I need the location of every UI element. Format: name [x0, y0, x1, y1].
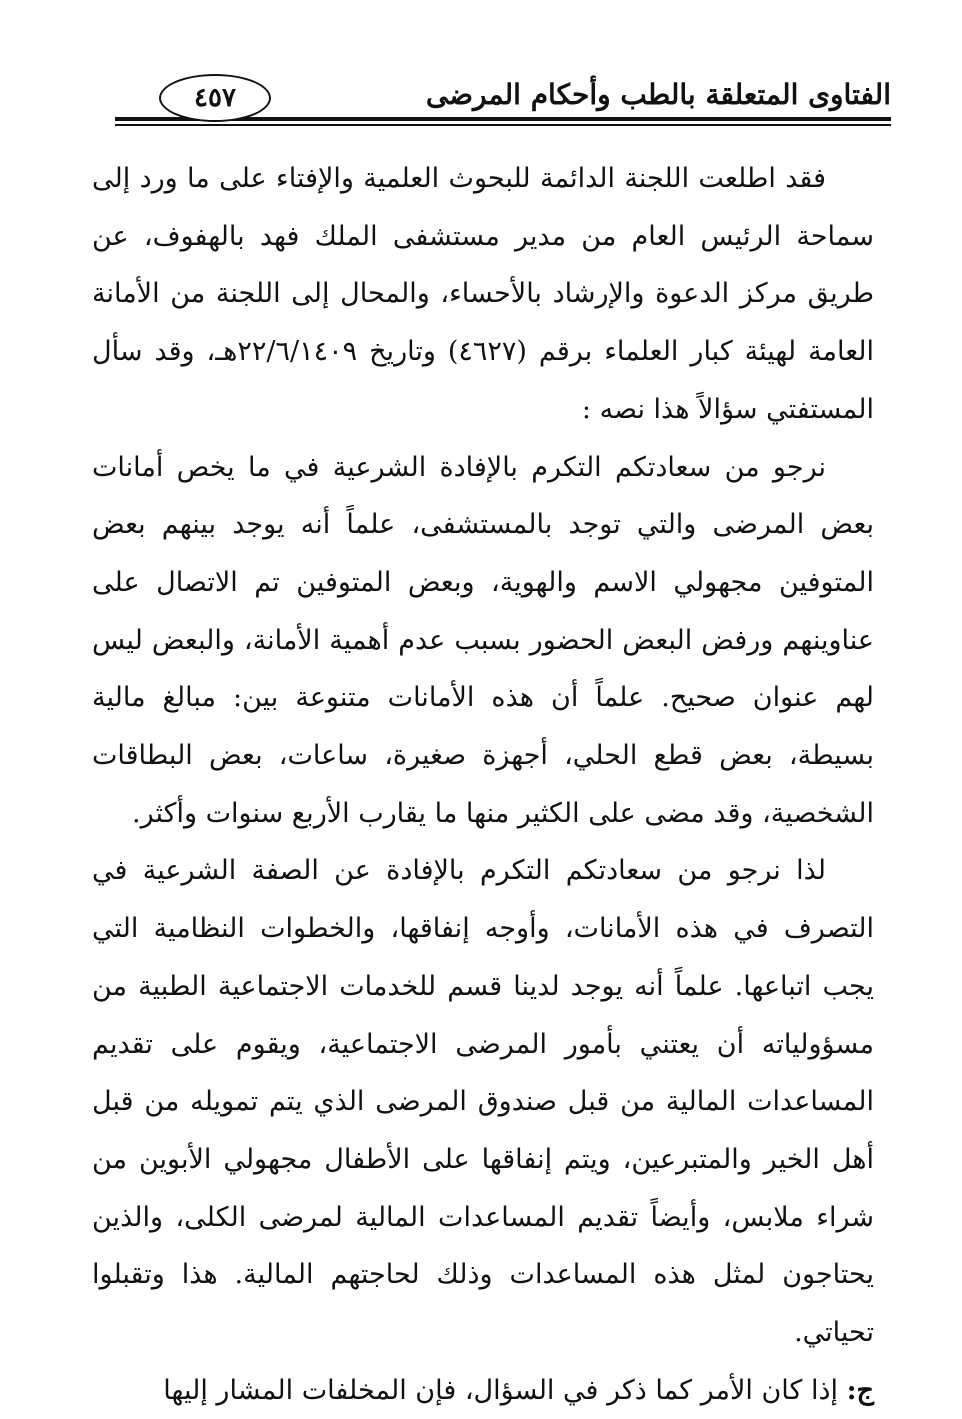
answer-paragraph [92, 1362, 874, 1419]
answer-text: إذا كان الأمر كما ذكر في السؤال، فإن المخلفات المشار إليها [163, 1374, 838, 1406]
intro-paragraph: فقد اطلعت اللجنة الدائمة للبحوث العلمية والإفتاء على ما ورد إلى سماحة الرئيس العام من مدير مستشفى الملك فهد بالهفوف، عن طريق مركز الدعوة والإرشاد بالأحساء، والمحال إلى اللجنة من الأمانة العامة لهيئة كبار العلماء برقم (٤٦٢٧) وتاريخ ٢٢/٦/١٤٠٩هـ، وقد سأل المستفتي سؤالاً هذا نصه : [92, 163, 874, 425]
page-body [92, 150, 874, 1419]
running-title: الفتاوى المتعلقة بالطب وأحكام المرضى [425, 78, 891, 111]
question-paragraph-2: لذا نرجو من سعادتكم التكرم بالإفادة عن الصفة الشرعية في التصرف في هذه الأمانات، وأوجه إنفاقها، والخطوات النظامية التي يجب اتباعها. علماً أنه يوجد لدينا قسم للخدمات الاجتماعية الطبية من مسؤولياته أن يعتني بأمور المرضى الاجتماعية، ويقوم على تقديم المساعدات المالية من قبل صندوق المرضى الذي يتم تمويله من قبل أهل الخير والمتبرعين، ويتم إنفاقها على الأطفال مجهولي الأبوين من شراء ملابس، وأيضاً تقديم المساعدات المالية لمرضى الكلى، والذين يحتاجون لمثل هذه المساعدات وذلك لحاجتهم المالية. هذا وتقبلوا تحياتي. [92, 855, 874, 1349]
page-header [115, 70, 891, 130]
header-rule-thin [115, 124, 891, 126]
question-paragraph-1: نرجو من سعادتكم التكرم بالإفادة الشرعية في ما يخص أمانات بعض المرضى والتي توجد بالمستشفى، علماً أنه يوجد بينهم بعض المتوفين مجهولي الاسم والهوية، وبعض المتوفين تم الاتصال على عناوينهم ورفض البعض الحضور بسبب عدم أهمية الأمانة، والبعض ليس لهم عنوان صحيح. علماً أن هذه الأمانات متنوعة بين: مبالغ مالية بسيطة، بعض قطع الحلي، أجهزة صغيرة، ساعات، بعض البطاقات الشخصية، وقد مضى على الكثير منها ما يقارب الأربع سنوات وأكثر. [92, 451, 874, 829]
page-number: ٤٥٧ [159, 74, 271, 122]
answer-label: ج: [846, 1374, 874, 1406]
